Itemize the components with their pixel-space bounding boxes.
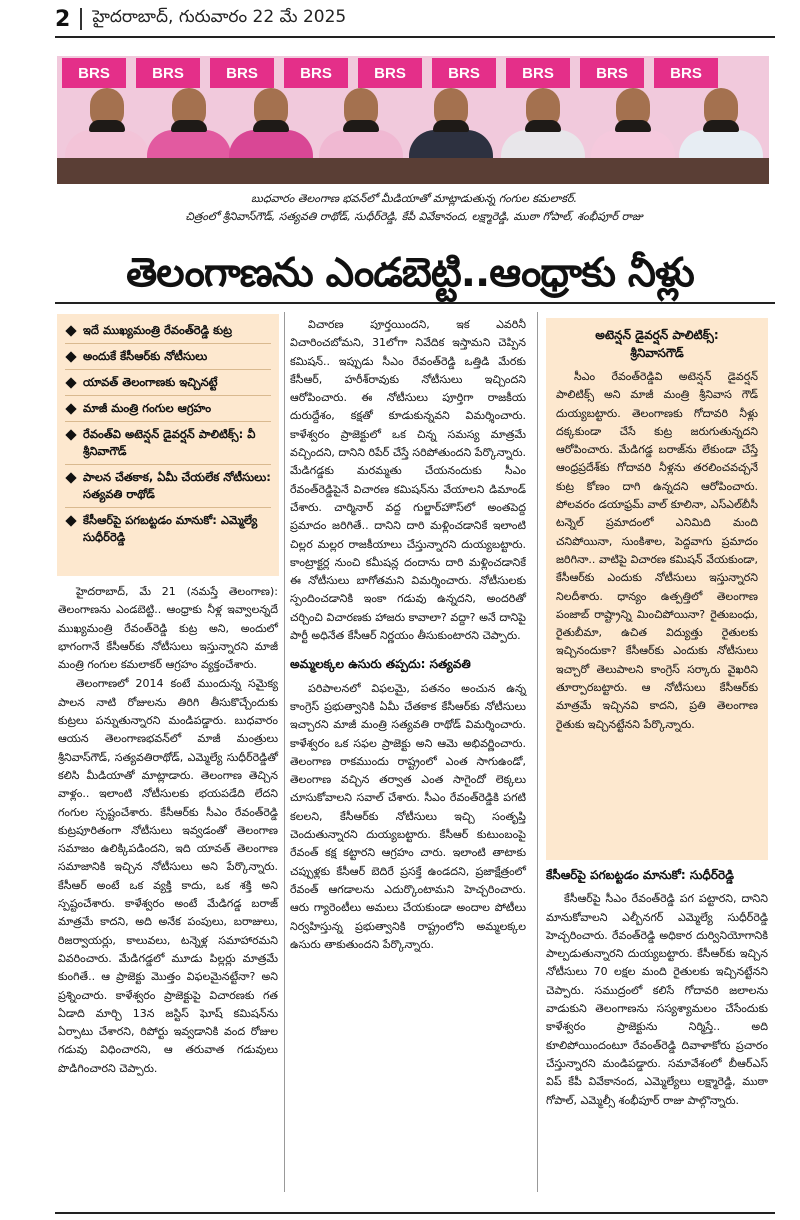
brs-banner: BRS bbox=[432, 58, 496, 88]
subheading: కేసీఆర్‌పై పగబట్టడం మానుకో: సుధీర్‌రెడ్డి bbox=[546, 868, 734, 882]
subheading: అమ్మలక్కల ఉసురు తప్పదు: సత్యవతి bbox=[290, 657, 471, 672]
column-divider bbox=[284, 312, 285, 1192]
article-paragraph: పరిపాలనలో విఫలమై, పతనం అంచున ఉన్న కాంగ్రెస్ ప్రభుత్వానికి ఏమీ చేతకాక కేసీఆర్‌కు నోటీసులు ఇచ్చారని మాజీ మంత్రి సత్యవతి రాథోడ్ విమర్శించారు. కాళేశ్వరం ఒక సఫల ప్రాజెక్టు అని ఆమె అభివర్ణించారు. తెలంగాణ రాకముందు రాష్ట్రంలో ఎంత సాగుఉండో, తెలంగాణ వచ్చిన తర్వాత ఎంత సాగైందో లెక్కలు చూసుకోవాలని సవాల్ చేశారు. సీఎం రేవంత్‌రెడ్డికి పగటి కలలని, కేసీఆర్‌కు నోటీసులు ఇచ్చి సంతృప్తి చెందుతున్నారని దుయ్యబట్టారు. కేసీఆర్ కుటుంబంపై రేవంత్ కక్ష కట్టారని ఆగ్రహం చారు. ఇలాంటి తాటాకు చప్పుళ్లకు కేసీఆర్ బెదిరే ప్రసక్తే ఉండదని, ప్రజాక్షేత్రంలో రేవంత్ ఆగడాలను ఎదుర్కొంటామని హెచ్చరించారు. ఆరు గ్యారెంటీలు అమలు చేయకుండా అందాల పోటీలు నిర్వహిస్తున్న ప్రభుత్వానికి రాష్ట్రంలోని అమ్మలక్కల ఉసురు తాకుతుందని పేర్కొన్నారు. bbox=[290, 681, 526, 951]
article-column-2 bbox=[290, 316, 526, 955]
bottom-rule bbox=[55, 1212, 775, 1214]
highlight-item: పాలన చేతకాక, ఏమీ చేయలేక నోటీసులు: సత్యవతి రాథోడ్ bbox=[65, 465, 271, 508]
brs-banner: BRS bbox=[136, 58, 200, 88]
article-paragraph: కేసీఆర్‌పై సీఎం రేవంత్‌రెడ్డి పగ పట్టారని, దానిని మానుకోవాలని ఎల్బీనగర్ ఎమ్మెల్యే సుధీర్‌రెడ్డి హెచ్చరించారు. రేవంత్‌రెడ్డి అధికార దుర్వినియోగానికి పాల్పడుతున్నారని దుయ్యబట్టారు. కేసీఆర్‌కు ఇచ్చిన నోటీసులు 70 లక్షల మంది రైతులకు ఇచ్చినట్టేనని చెప్పారు. సముద్రంలో కలిసే గోదావరి జలాలను వాడుకుని తెలంగాణను సస్యశ్యామలం చేసేందుకు కాళేశ్వరం ప్రాజెక్టును నిర్మిస్తే.. అది కూలిపోయిందంటూ రేవంత్‌రెడ్డి దివాళాకోరు ప్రచారం చేస్తున్నారని మండిపడ్డారు. సమావేశంలో బీఆర్ఎస్ విప్ కేపీ వివేకానంద, ఎమ్మెల్యేలు లక్ష్మారెడ్డి, ముఠా గోపాల్, ఎమ్మెల్సీ శంభీపూర్ రాజు పాల్గొన్నారు. bbox=[546, 892, 768, 1107]
highlights-box bbox=[57, 314, 279, 576]
diamond-bullet-icon bbox=[65, 515, 76, 526]
diamond-bullet-icon bbox=[65, 429, 76, 440]
article-column-3 bbox=[546, 866, 768, 1111]
column-divider bbox=[537, 312, 538, 1192]
dateline: హైదరాబాద్, గురువారం 22 మే 2025 bbox=[92, 7, 347, 27]
highlight-item: యావత్ తెలంగాణకు ఇచ్చినట్టే bbox=[65, 370, 271, 396]
press-conference-photo bbox=[57, 56, 769, 184]
brs-banner: BRS bbox=[580, 58, 644, 88]
diamond-bullet-icon bbox=[65, 351, 76, 362]
brs-banner: BRS bbox=[62, 58, 126, 88]
brs-banner: BRS bbox=[654, 58, 718, 88]
headline: తెలంగాణను ఎండబెట్టి..ఆంధ్రాకు నీళ్లు bbox=[126, 250, 694, 296]
brs-banner: BRS bbox=[284, 58, 348, 88]
diamond-bullet-icon bbox=[65, 325, 76, 336]
highlight-item: మాజీ మంత్రి గంగుల ఆగ్రహం bbox=[65, 396, 271, 422]
highlight-item: రేవంత్‌వి అటెన్షన్ డైవర్షన్ పాలిటిక్స్: వీ శ్రీనివాగౌడ్ bbox=[65, 422, 271, 465]
highlight-item: కేసీఆర్‌పై పగబట్టడం మానుకో: ఎమ్మెల్యే సుధీర్‌రెడ్డి bbox=[65, 508, 271, 550]
article-column-1 bbox=[58, 583, 278, 1079]
highlight-item: ఇదే ముఖ్యమంత్రి రేవంత్‌రెడ్డి కుట్ర bbox=[65, 318, 271, 344]
diamond-bullet-icon bbox=[65, 403, 76, 414]
diamond-bullet-icon bbox=[65, 472, 76, 483]
sidebox-title: అటెన్షన్ డైవర్షన్ పాలిటిక్స్: శ్రీనివాసగౌడ్ bbox=[595, 328, 719, 360]
article-paragraph: విచారణ పూర్తయిందని, ఇక ఎవరినీ విచారించబోమని, 31లోగా నివేదిక ఇస్తామని చెప్పిన కమిషన్.. ఇప్పుడు సీఎం రేవంత్‌రెడ్డి ఒత్తిడి మేరకు కేసీఆర్, హరీశ్‌రావుకు నోటీసులు ఇచ్చిందని ఆరోపించారు. ఈ నోటీసులు పూర్తిగా రాజకీయ దురుద్దేశం, కక్షతో కూడుకున్నవని విమర్శించారు. కాళేశ్వరం ప్రాజెక్టులో ఒక చిన్న సమస్య మాత్రమే వచ్చిందని, దానిని రిపేర్ చేస్తే సరిపోతుందని పేర్కొన్నారు. మేడిగడ్డకు మరమ్మతు చేయనందుకు సీఎం రేవంత్‌రెడ్డిపైనే విచారణ కమిషన్‌ను వేయాలని డిమాండ్ చేశారు. చార్మినార్ వద్ద గుల్జార్‌హౌస్‌లో అంతపెద్ద ప్రమాదం జరిగితే.. దానిని దారి మళ్లించడానికే ఇలాంటి చిల్లర మల్లర రాజకీయాలు చేస్తున్నారని దుయ్యబట్టారు. కాంట్రాక్టర్ల నుంచి కమీషన్ల దందాను దారి మళ్లించడానికే ఈ నోటీసులు బాగోతమని విమర్శించారు. నోటీసులకు స్పందించడానికి ఇంకా గడువు ఉన్నదని, అందరితో చర్చించి విచారణకు హాజరు కావాలా? వద్దా? అనే దానిపై పార్టీ అధినేత కేసీఆర్ నిర్ణయం తీసుకుంటారని చెప్పారు. bbox=[290, 318, 527, 643]
header-rule bbox=[55, 36, 775, 38]
headline-rule bbox=[55, 302, 775, 304]
caption-line: బుధవారం తెలంగాణ భవన్‌లో మీడియాతో మాట్లాడుతున్న గంగుల కమలాకర్. bbox=[250, 192, 578, 205]
photo-caption bbox=[58, 190, 770, 226]
brs-banner: BRS bbox=[506, 58, 570, 88]
highlight-item: అందుకే కేసీఆర్‌కు నోటీసులు bbox=[65, 344, 271, 370]
srinivas-goud-box bbox=[546, 318, 768, 860]
sidebox-body: సీఎం రేవంత్‌రెడ్డివి అటెన్షన్ డైవర్షన్ పాలిటిక్స్ అని మాజీ మంత్రి శ్రీనివాస గౌడ్ దుయ్యబట్టారు. తెలంగాణకు గోదావరి నీళ్లు దక్కకుండా చేసే కుట్ర జరుగుతున్నదని ఆరోపించారు. మేడిగడ్డ బరాజ్‌ను లేకుండా చేస్తే ఆంధ్రప్రదేశ్‌కు గోదావరి నీళ్లను తరలించవచ్చనే కుట్ర కోణం దాగి ఉన్నదని ఆరోపించారు. పోలవరం డయాఫ్రమ్ వాల్ కూలినా, ఎస్ఎల్‌బీసీ టన్నెల్ ప్రమాదంలో ఎనిమిది మంది చనిపోయినా, సుంకిశాల, పెద్దవాగు ప్రమాదం జరిగినా.. వాటిపై విచారణ కమిషన్ వేయకుండా, కేసీఆర్‌కు ఎందుకు నోటీసులు ఇస్తున్నారని నిలదీశారు. ధాన్యం ఉత్పత్తిలో తెలంగాణ పంజాబ్ రాష్ట్రాన్ని మించిపోయినా? రైతుబంధు, రైతుబీమా, ఉచిత విద్యుత్తు రైతులకు ఇచ్చినందుకా? కేసీఆర్‌కు ఎందుకు నోటీసులు ఇచ్చారో తెలుపాలని కాంగ్రెస్ సర్కారు వైఖరిని తూర్పారబట్టారు. ఆ నోటీసులు కేసీఆర్‌కు మాత్రమే ఇచ్చినవి కాదని, ప్రతి తెలంగాణ రైతుకు ఇచ్చినట్టేనని పేర్కొన్నారు. bbox=[556, 370, 758, 731]
header-separator bbox=[80, 8, 82, 30]
press-table bbox=[57, 158, 769, 184]
article-paragraph: హైదరాబాద్, మే 21 (నమస్తే తెలంగాణ): తెలంగాణను ఎండబెట్టి.. ఆంధ్రాకు నీళ్ల ఇవ్వాలన్నదే ముఖ్యమంత్రి రేవంత్‌రెడ్డి కుట్ర అని, అందులో భాగంగానే కేసీఆర్‌కు నోటీసులు ఇస్తున్నారని మాజీ మంత్రి గంగుల కమలాకర్ ఆగ్రహం వ్యక్తంచేశారు. bbox=[58, 585, 278, 672]
brs-banner: BRS bbox=[358, 58, 422, 88]
page-header bbox=[55, 6, 775, 32]
diamond-bullet-icon bbox=[65, 377, 76, 388]
brs-banner: BRS bbox=[210, 58, 274, 88]
article-paragraph: తెలంగాణలో 2014 కంటే ముందున్న సమైక్య పాలన నాటి రోజులను తిరిగి తీసుకొచ్చేందుకు కుట్రలు పన్నుతున్నారని మండిపడ్డారు. బుధవారం ఆయన తెలంగాణభవన్‌లో మాజీ మంత్రులు శ్రీనివాస్‌గౌడ్, సత్యవతిరాథోడ్, ఎమ్మెల్యే సుధీర్‌రెడ్డితో కలిసి మీడియాతో మాట్లాడారు. తెలంగాణ తెచ్చిన వాళ్లం.. ఇలాంటి నోటీసులకు భయపడేది లేదని గంగుల స్పష్టంచేశారు. కేసీఆర్‌కు సీఎం రేవంత్‌రెడ్డి కుట్రపూరితంగా నోటీసులు ఇవ్వడంతో తెలంగాణ సమాజం ఉలిక్కిపడిందని, ఇది యావత్ తెలంగాణ సమాజానికి ఇచ్చిన నోటీసులు అని పేర్కొన్నారు. కేసీఆర్ అంటే ఒక వ్యక్తి కాదు, ఒక శక్తి అని స్పష్టంచేశారు. కాళేశ్వరం అంటే మేడిగడ్డ బరాజ్ మాత్రమే కాదని, అది అనేక పంపులు, బరాజులు, రిజర్వాయర్లు, కాలువలు, టన్నెళ్ల సమాహారమని వివరించారు. మేడిగడ్డలో మూడు పిల్లర్లు మాత్రమే కుంగితే.. ఆ ప్రాజెక్టు మొత్తం విఫలమైనట్టేనా? అని ప్రశ్నించారు. కాళేశ్వరం ప్రాజెక్టుపై విచారణకు గత ఏడాది మార్చి 13న జస్టిస్ ఘోష్ కమిషన్‌ను ఏర్పాటు చేశారని, రిపోర్టు ఇవ్వడానికి వంద రోజుల గడువు విధించారని, ఆ తరువాత గడువులు పొడిగించారని చెప్పారు. bbox=[58, 677, 278, 1075]
page-number: 2 bbox=[55, 6, 71, 32]
caption-line: చిత్రంలో శ్రీనివాస్‌గౌడ్, సత్యవతి రాథోడ్, సుధీర్‌రెడ్డి, కేపీ వివేకానంద, లక్ష్మారెడ్డి, ముఠా గోపాల్, శంభీపూర్ రాజు bbox=[185, 210, 643, 223]
